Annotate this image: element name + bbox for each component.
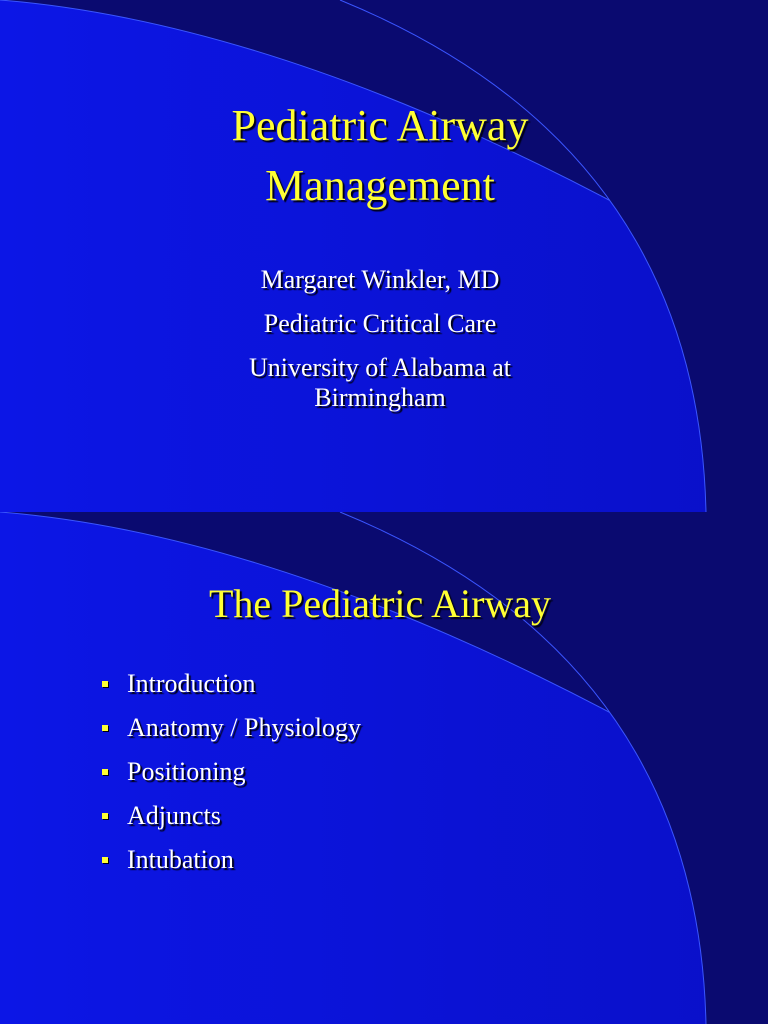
square-bullet-icon bbox=[102, 857, 108, 863]
list-item-label: Anatomy / Physiology bbox=[127, 713, 362, 742]
list-item bbox=[100, 706, 361, 750]
list-item bbox=[100, 794, 361, 838]
list-item-label: Positioning bbox=[127, 757, 246, 786]
bullet-list bbox=[100, 662, 361, 882]
title-line-2: Management bbox=[265, 161, 495, 210]
square-bullet-icon bbox=[102, 725, 108, 731]
slide-heading: The Pediatric Airway bbox=[208, 581, 552, 626]
slide-overview bbox=[0, 512, 768, 1024]
slide-title-heading bbox=[0, 96, 760, 216]
slide-subtitle bbox=[215, 258, 545, 413]
list-item bbox=[100, 750, 361, 794]
author-department: Pediatric Critical Care bbox=[263, 309, 497, 338]
list-item bbox=[100, 838, 361, 882]
square-bullet-icon bbox=[102, 681, 108, 687]
list-item bbox=[100, 662, 361, 706]
square-bullet-icon bbox=[102, 813, 108, 819]
list-item-label: Introduction bbox=[127, 669, 256, 698]
author-institution-line-2: Birmingham bbox=[314, 383, 446, 412]
author-institution-line-1: University of Alabama at bbox=[248, 353, 512, 382]
list-item-label: Intubation bbox=[127, 845, 234, 874]
square-bullet-icon bbox=[102, 769, 108, 775]
author-name: Margaret Winkler, MD bbox=[260, 265, 500, 294]
title-line-1: Pediatric Airway bbox=[231, 101, 529, 150]
list-item-label: Adjuncts bbox=[127, 801, 221, 830]
